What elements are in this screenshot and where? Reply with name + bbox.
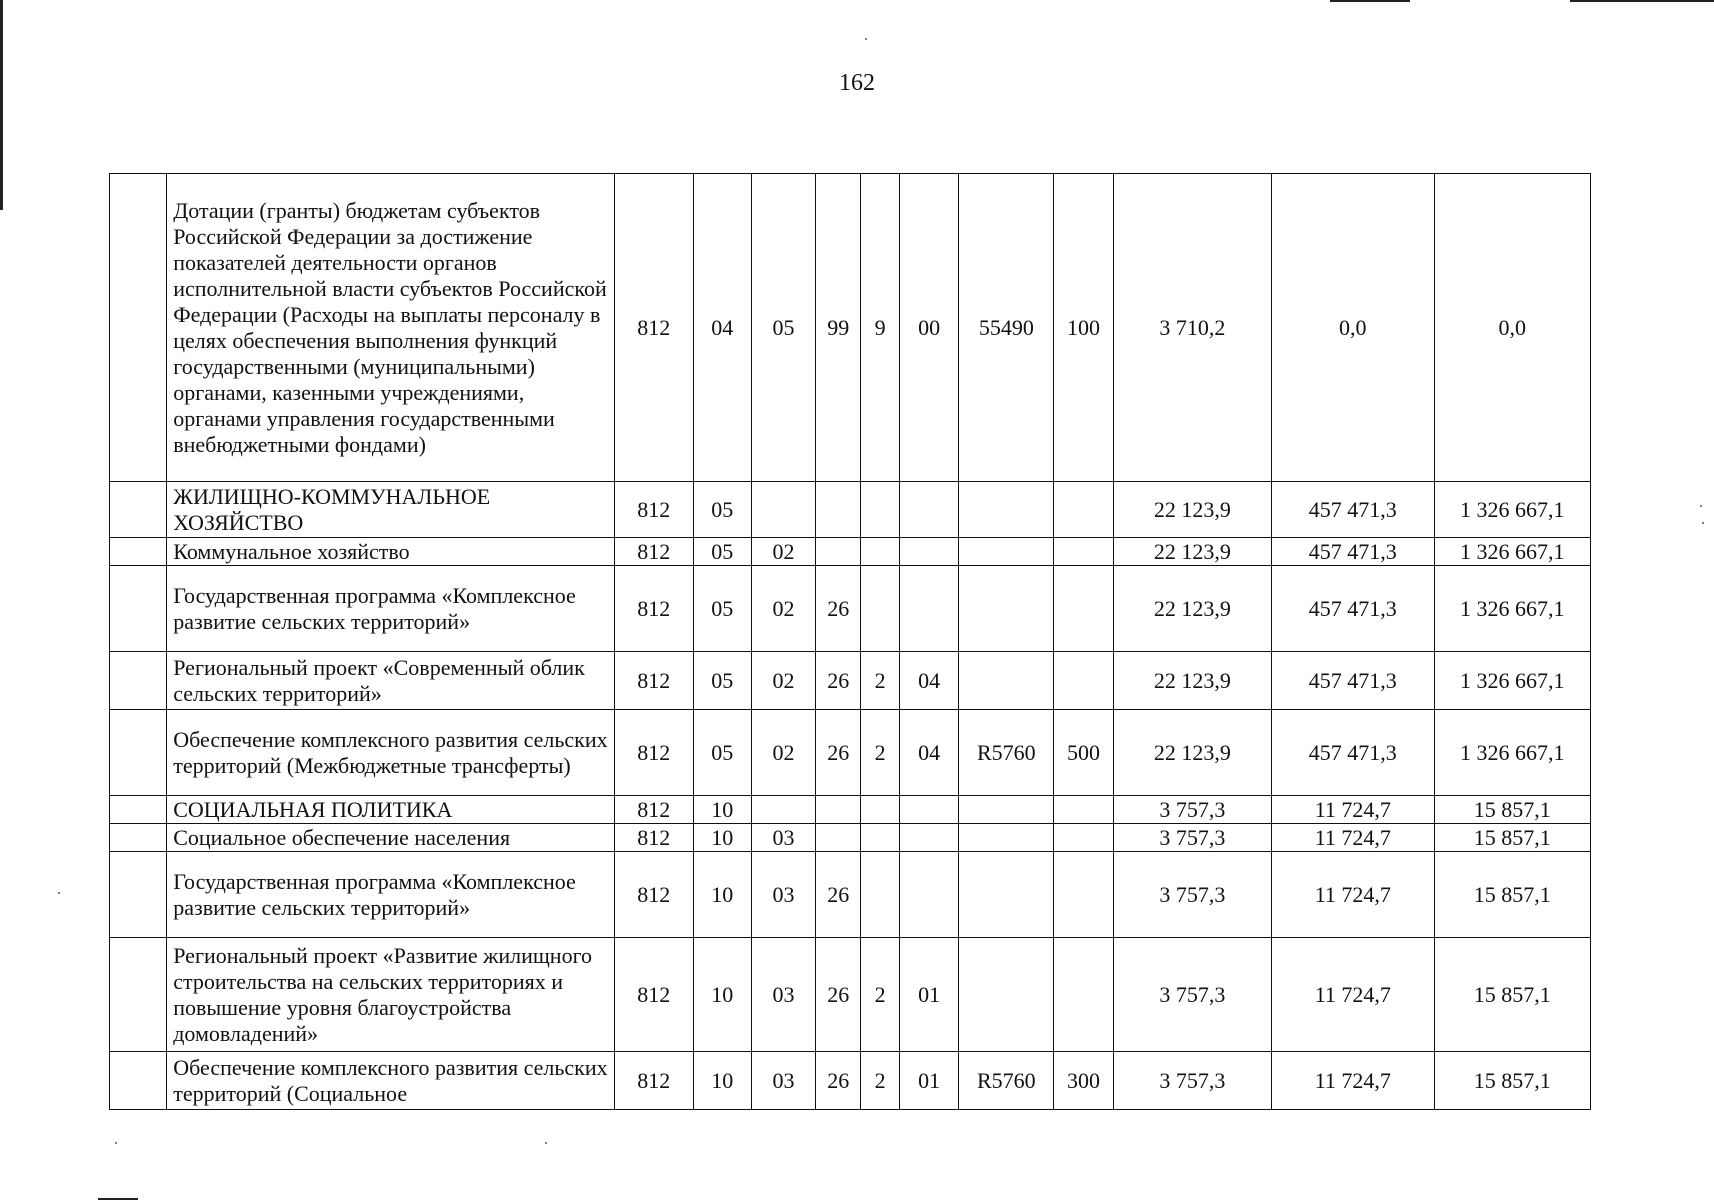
program-code-cell: 26 — [816, 566, 861, 652]
table-row — [110, 482, 1591, 538]
table-row — [110, 938, 1591, 1052]
section-code-cell: 10 — [693, 824, 751, 852]
ministry-code-cell: 812 — [614, 796, 693, 824]
amount-year2-cell: 457 471,3 — [1272, 538, 1435, 566]
item-name-cell: СОЦИАЛЬНАЯ ПОЛИТИКА — [167, 796, 615, 824]
row-index-cell — [110, 482, 167, 538]
direction-code-cell — [959, 938, 1054, 1052]
project-code-cell: 01 — [900, 938, 959, 1052]
program-code-cell: 26 — [816, 852, 861, 938]
project-code-cell — [900, 796, 959, 824]
direction-code-cell: R5760 — [959, 1052, 1054, 1110]
table-body — [110, 174, 1591, 1110]
direction-code-cell — [959, 482, 1054, 538]
amount-year3-cell: 1 326 667,1 — [1434, 652, 1590, 710]
subprogram-code-cell — [861, 824, 900, 852]
subsection-code-cell: 02 — [751, 710, 815, 796]
table-row — [110, 852, 1591, 938]
amount-year1-cell: 3 757,3 — [1113, 796, 1271, 824]
section-code-cell: 05 — [693, 652, 751, 710]
table-row — [110, 652, 1591, 710]
direction-code-cell — [959, 566, 1054, 652]
program-code-cell — [816, 482, 861, 538]
amount-year3-cell: 1 326 667,1 — [1434, 710, 1590, 796]
scan-speck — [865, 38, 867, 40]
ministry-code-cell: 812 — [614, 710, 693, 796]
project-code-cell — [900, 824, 959, 852]
expense-type-code-cell — [1054, 796, 1113, 824]
section-code-cell: 10 — [693, 852, 751, 938]
table-row — [110, 710, 1591, 796]
table-row — [110, 824, 1591, 852]
scan-speck — [58, 892, 60, 894]
program-code-cell — [816, 824, 861, 852]
direction-code-cell: R5760 — [959, 710, 1054, 796]
ministry-code-cell: 812 — [614, 938, 693, 1052]
row-index-cell — [110, 566, 167, 652]
row-index-cell — [110, 538, 167, 566]
expense-type-code-cell — [1054, 824, 1113, 852]
amount-year1-cell: 3 710,2 — [1113, 174, 1271, 482]
subprogram-code-cell — [861, 482, 900, 538]
subsection-code-cell — [751, 482, 815, 538]
expense-type-code-cell: 500 — [1054, 710, 1113, 796]
program-code-cell: 26 — [816, 1052, 861, 1110]
subprogram-code-cell — [861, 852, 900, 938]
subprogram-code-cell — [861, 538, 900, 566]
direction-code-cell — [959, 796, 1054, 824]
section-code-cell: 04 — [693, 174, 751, 482]
scan-speck — [545, 1142, 547, 1144]
amount-year1-cell: 22 123,9 — [1113, 566, 1271, 652]
amount-year2-cell: 0,0 — [1272, 174, 1435, 482]
row-index-cell — [110, 652, 167, 710]
ministry-code-cell: 812 — [614, 174, 693, 482]
direction-code-cell — [959, 824, 1054, 852]
amount-year3-cell: 0,0 — [1434, 174, 1590, 482]
scan-speck — [1702, 522, 1704, 524]
subprogram-code-cell: 9 — [861, 174, 900, 482]
ministry-code-cell: 812 — [614, 538, 693, 566]
program-code-cell — [816, 796, 861, 824]
item-name-cell: Региональный проект «Современный облик сельских территорий» — [167, 652, 615, 710]
item-name-cell: Государственная программа «Комплексное развитие сельских территорий» — [167, 566, 615, 652]
amount-year1-cell: 22 123,9 — [1113, 652, 1271, 710]
subsection-code-cell: 05 — [751, 174, 815, 482]
table-row — [110, 566, 1591, 652]
project-code-cell — [900, 566, 959, 652]
amount-year1-cell: 3 757,3 — [1113, 824, 1271, 852]
program-code-cell: 26 — [816, 710, 861, 796]
page-number: 162 — [839, 70, 875, 96]
table-row — [110, 1052, 1591, 1110]
scan-speck — [1700, 505, 1702, 507]
expense-type-code-cell — [1054, 938, 1113, 1052]
amount-year3-cell: 1 326 667,1 — [1434, 566, 1590, 652]
subprogram-code-cell — [861, 566, 900, 652]
amount-year3-cell: 15 857,1 — [1434, 796, 1590, 824]
amount-year1-cell: 22 123,9 — [1113, 710, 1271, 796]
program-code-cell: 26 — [816, 652, 861, 710]
section-code-cell: 05 — [693, 538, 751, 566]
section-code-cell: 10 — [693, 938, 751, 1052]
direction-code-cell — [959, 652, 1054, 710]
scan-edge-mark — [1570, 0, 1714, 2]
table-row — [110, 538, 1591, 566]
project-code-cell: 01 — [900, 1052, 959, 1110]
row-index-cell — [110, 938, 167, 1052]
table-row — [110, 796, 1591, 824]
amount-year2-cell: 11 724,7 — [1272, 938, 1435, 1052]
project-code-cell — [900, 482, 959, 538]
amount-year3-cell: 1 326 667,1 — [1434, 482, 1590, 538]
subsection-code-cell: 02 — [751, 652, 815, 710]
row-index-cell — [110, 710, 167, 796]
section-code-cell: 05 — [693, 710, 751, 796]
direction-code-cell — [959, 538, 1054, 566]
amount-year1-cell: 3 757,3 — [1113, 1052, 1271, 1110]
item-name-cell: Социальное обеспечение населения — [167, 824, 615, 852]
amount-year3-cell: 15 857,1 — [1434, 938, 1590, 1052]
ministry-code-cell: 812 — [614, 1052, 693, 1110]
scan-edge-mark — [0, 0, 3, 210]
amount-year2-cell: 457 471,3 — [1272, 652, 1435, 710]
subprogram-code-cell: 2 — [861, 1052, 900, 1110]
amount-year2-cell: 11 724,7 — [1272, 1052, 1435, 1110]
table-row — [110, 174, 1591, 482]
subprogram-code-cell: 2 — [861, 938, 900, 1052]
item-name-cell: Государственная программа «Комплексное развитие сельских территорий» — [167, 852, 615, 938]
program-code-cell: 99 — [816, 174, 861, 482]
item-name-cell: Дотации (гранты) бюджетам субъектов Российской Федерации за достижение показателей деятельности органов исполнительной власти субъектов Российской Федерации (Расходы на выплаты персоналу в целях обеспечения выполнения функций государственными (муниципальными) органами, казенными учреждениями, органами управления государственными внебюджетными фондами) — [167, 174, 615, 482]
amount-year2-cell: 457 471,3 — [1272, 566, 1435, 652]
subsection-code-cell: 03 — [751, 824, 815, 852]
ministry-code-cell: 812 — [614, 482, 693, 538]
direction-code-cell: 55490 — [959, 174, 1054, 482]
row-index-cell — [110, 852, 167, 938]
expense-type-code-cell — [1054, 482, 1113, 538]
expense-type-code-cell: 300 — [1054, 1052, 1113, 1110]
section-code-cell: 05 — [693, 482, 751, 538]
amount-year3-cell: 15 857,1 — [1434, 824, 1590, 852]
ministry-code-cell: 812 — [614, 852, 693, 938]
item-name-cell: Региональный проект «Развитие жилищного строительства на сельских территориях и повышение уровня благоустройства домовладений» — [167, 938, 615, 1052]
section-code-cell: 10 — [693, 1052, 751, 1110]
subsection-code-cell: 03 — [751, 1052, 815, 1110]
expense-type-code-cell — [1054, 652, 1113, 710]
subsection-code-cell: 03 — [751, 852, 815, 938]
amount-year3-cell: 15 857,1 — [1434, 852, 1590, 938]
row-index-cell — [110, 174, 167, 482]
row-index-cell — [110, 824, 167, 852]
amount-year1-cell: 3 757,3 — [1113, 852, 1271, 938]
scan-edge-mark — [1330, 0, 1410, 2]
amount-year2-cell: 11 724,7 — [1272, 796, 1435, 824]
subprogram-code-cell: 2 — [861, 710, 900, 796]
subsection-code-cell — [751, 796, 815, 824]
subprogram-code-cell: 2 — [861, 652, 900, 710]
project-code-cell — [900, 852, 959, 938]
subprogram-code-cell — [861, 796, 900, 824]
ministry-code-cell: 812 — [614, 824, 693, 852]
row-index-cell — [110, 1052, 167, 1110]
program-code-cell — [816, 538, 861, 566]
ministry-code-cell: 812 — [614, 652, 693, 710]
budget-table — [109, 173, 1591, 1110]
amount-year3-cell: 1 326 667,1 — [1434, 538, 1590, 566]
amount-year3-cell: 15 857,1 — [1434, 1052, 1590, 1110]
section-code-cell: 10 — [693, 796, 751, 824]
subsection-code-cell: 03 — [751, 938, 815, 1052]
project-code-cell: 04 — [900, 652, 959, 710]
expense-type-code-cell — [1054, 852, 1113, 938]
item-name-cell: Обеспечение комплексного развития сельских территорий (Социальное — [167, 1052, 615, 1110]
row-index-cell — [110, 796, 167, 824]
item-name-cell: Коммунальное хозяйство — [167, 538, 615, 566]
amount-year2-cell: 11 724,7 — [1272, 824, 1435, 852]
project-code-cell: 04 — [900, 710, 959, 796]
expense-type-code-cell — [1054, 538, 1113, 566]
direction-code-cell — [959, 852, 1054, 938]
amount-year1-cell: 22 123,9 — [1113, 538, 1271, 566]
amount-year2-cell: 11 724,7 — [1272, 852, 1435, 938]
project-code-cell — [900, 538, 959, 566]
amount-year2-cell: 457 471,3 — [1272, 710, 1435, 796]
amount-year2-cell: 457 471,3 — [1272, 482, 1435, 538]
amount-year1-cell: 22 123,9 — [1113, 482, 1271, 538]
item-name-cell: ЖИЛИЩНО-КОММУНАЛЬНОЕ ХОЗЯЙСТВО — [167, 482, 615, 538]
subsection-code-cell: 02 — [751, 566, 815, 652]
expense-type-code-cell — [1054, 566, 1113, 652]
project-code-cell: 00 — [900, 174, 959, 482]
expense-type-code-cell: 100 — [1054, 174, 1113, 482]
ministry-code-cell: 812 — [614, 566, 693, 652]
section-code-cell: 05 — [693, 566, 751, 652]
scan-speck — [115, 1142, 117, 1144]
program-code-cell: 26 — [816, 938, 861, 1052]
item-name-cell: Обеспечение комплексного развития сельских территорий (Межбюджетные трансферты) — [167, 710, 615, 796]
subsection-code-cell: 02 — [751, 538, 815, 566]
amount-year1-cell: 3 757,3 — [1113, 938, 1271, 1052]
